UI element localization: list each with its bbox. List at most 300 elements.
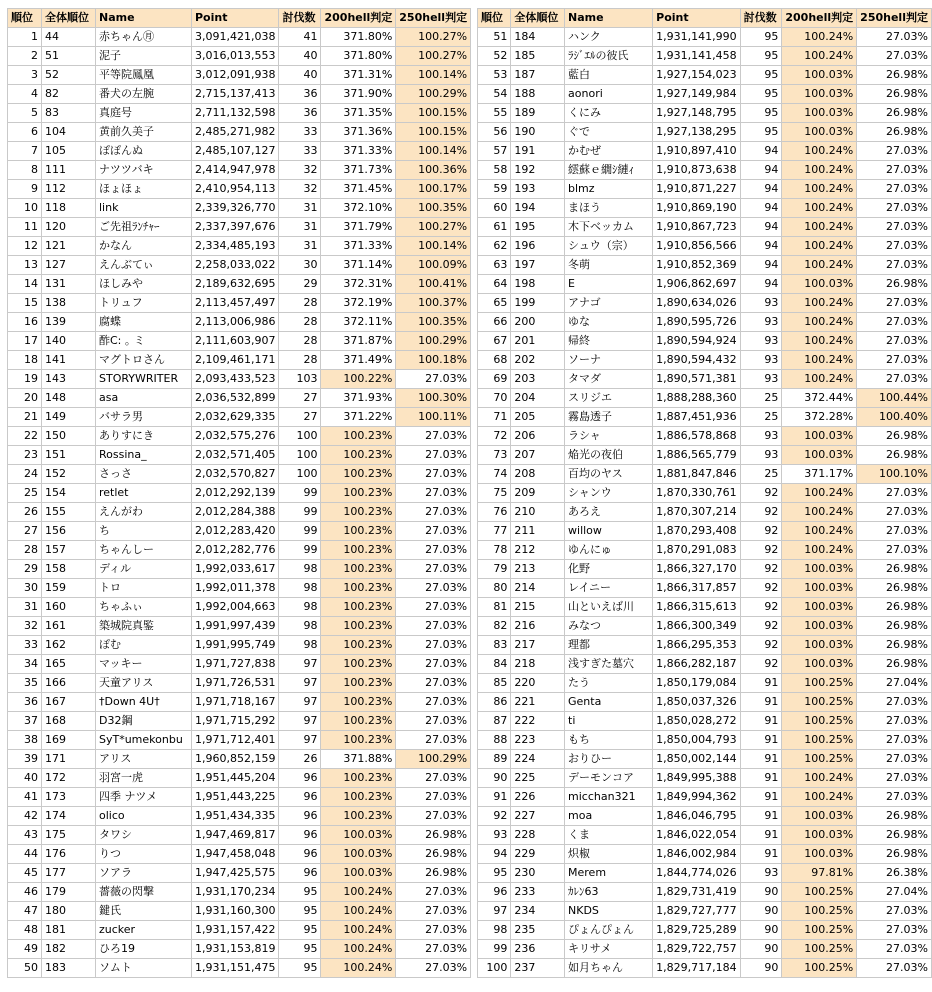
table-row <box>8 123 471 142</box>
rank-cell: 46 <box>8 883 42 902</box>
rank-cell: 80 <box>478 579 511 598</box>
name-cell: NKDS <box>565 902 653 921</box>
overall-rank-cell: 236 <box>511 940 565 959</box>
table-row <box>8 408 471 427</box>
point-cell: 1,971,718,167 <box>192 693 279 712</box>
hell200-cell: 100.25% <box>782 959 857 978</box>
name-cell: ゆな <box>565 313 653 332</box>
rank-cell: 21 <box>8 408 42 427</box>
hell200-cell: 371.93% <box>321 389 396 408</box>
overall-rank-cell: 148 <box>42 389 96 408</box>
hell200-cell: 100.03% <box>782 579 857 598</box>
name-cell: デーモンコア <box>565 769 653 788</box>
name-cell: 四季 ナツメ <box>96 788 192 807</box>
point-cell: 1,866,317,857 <box>653 579 740 598</box>
overall-rank-cell: 175 <box>42 826 96 845</box>
kill-count-cell: 95 <box>279 902 321 921</box>
overall-rank-cell: 183 <box>42 959 96 978</box>
rank-cell: 68 <box>478 351 511 370</box>
name-cell: 帰終 <box>565 332 653 351</box>
kill-count-cell: 95 <box>740 47 782 66</box>
hell200-cell: 100.25% <box>782 693 857 712</box>
kill-count-cell: 92 <box>740 579 782 598</box>
name-cell: ﾗｼﾞｴﾙの彼氏 <box>565 47 653 66</box>
name-cell: アリス <box>96 750 192 769</box>
kill-count-cell: 98 <box>279 560 321 579</box>
point-cell: 2,012,284,388 <box>192 503 279 522</box>
name-cell: 繧蘇ｅ繝ｼ縺ｨ <box>565 161 653 180</box>
hell200-cell: 100.24% <box>782 541 857 560</box>
hell250-cell: 26.98% <box>857 636 932 655</box>
point-cell: 2,032,575,276 <box>192 427 279 446</box>
hell200-cell: 100.25% <box>782 750 857 769</box>
rank-cell: 91 <box>478 788 511 807</box>
hell250-cell: 27.03% <box>857 731 932 750</box>
kill-count-cell: 30 <box>279 256 321 275</box>
hell250-cell: 26.98% <box>857 427 932 446</box>
table-row <box>8 161 471 180</box>
hell250-cell: 27.03% <box>396 465 471 484</box>
overall-rank-cell: 173 <box>42 788 96 807</box>
hell200-cell: 100.25% <box>782 940 857 959</box>
point-cell: 1,850,002,144 <box>653 750 740 769</box>
name-cell: 酢C: ｡ ミ <box>96 332 192 351</box>
hell250-cell: 27.03% <box>857 370 932 389</box>
hell250-cell: 27.03% <box>857 693 932 712</box>
table-row <box>478 845 932 864</box>
name-cell: 真庭号 <box>96 104 192 123</box>
hell250-cell: 27.03% <box>396 522 471 541</box>
table-row <box>8 47 471 66</box>
hell250-cell: 100.44% <box>857 389 932 408</box>
overall-rank-cell: 182 <box>42 940 96 959</box>
name-cell: zucker <box>96 921 192 940</box>
table-row <box>8 902 471 921</box>
hell200-cell: 100.24% <box>321 940 396 959</box>
rank-cell: 5 <box>8 104 42 123</box>
hell250-cell: 100.27% <box>396 47 471 66</box>
column-header: 250hell判定 <box>857 9 932 28</box>
name-cell: 築城院真鍳 <box>96 617 192 636</box>
point-cell: 1,971,715,292 <box>192 712 279 731</box>
hell200-cell: 100.03% <box>782 826 857 845</box>
rank-cell: 59 <box>478 180 511 199</box>
rank-cell: 32 <box>8 617 42 636</box>
table-row <box>478 636 932 655</box>
name-cell: トロ <box>96 579 192 598</box>
point-cell: 2,258,033,022 <box>192 256 279 275</box>
overall-rank-cell: 213 <box>511 560 565 579</box>
table-row <box>8 66 471 85</box>
kill-count-cell: 25 <box>740 465 782 484</box>
point-cell: 1,947,469,817 <box>192 826 279 845</box>
name-cell: くにみ <box>565 104 653 123</box>
overall-rank-cell: 120 <box>42 218 96 237</box>
point-cell: 1,866,282,187 <box>653 655 740 674</box>
name-cell: アナゴ <box>565 294 653 313</box>
table-row <box>478 256 932 275</box>
name-cell: おりひー <box>565 750 653 769</box>
kill-count-cell: 98 <box>279 617 321 636</box>
kill-count-cell: 91 <box>740 769 782 788</box>
table-row <box>478 750 932 769</box>
kill-count-cell: 31 <box>279 199 321 218</box>
name-cell: retlet <box>96 484 192 503</box>
overall-rank-cell: 160 <box>42 598 96 617</box>
point-cell: 1,846,022,054 <box>653 826 740 845</box>
name-cell: かむぜ <box>565 142 653 161</box>
kill-count-cell: 94 <box>740 199 782 218</box>
rank-cell: 85 <box>478 674 511 693</box>
point-cell: 3,016,013,553 <box>192 47 279 66</box>
rank-cell: 49 <box>8 940 42 959</box>
table-row <box>478 731 932 750</box>
kill-count-cell: 40 <box>279 66 321 85</box>
table-row <box>478 28 932 47</box>
hell250-cell: 26.98% <box>857 446 932 465</box>
point-cell: 1,890,634,026 <box>653 294 740 313</box>
point-cell: 1,927,138,295 <box>653 123 740 142</box>
hell200-cell: 100.03% <box>782 655 857 674</box>
rank-cell: 4 <box>8 85 42 104</box>
hell200-cell: 100.24% <box>782 237 857 256</box>
name-cell: タマダ <box>565 370 653 389</box>
table-row <box>8 199 471 218</box>
rank-cell: 76 <box>478 503 511 522</box>
kill-count-cell: 26 <box>279 750 321 769</box>
overall-rank-cell: 203 <box>511 370 565 389</box>
overall-rank-cell: 221 <box>511 693 565 712</box>
overall-rank-cell: 51 <box>42 47 96 66</box>
point-cell: 1,951,445,204 <box>192 769 279 788</box>
rank-cell: 78 <box>478 541 511 560</box>
rank-cell: 44 <box>8 845 42 864</box>
hell200-cell: 372.28% <box>782 408 857 427</box>
overall-rank-cell: 179 <box>42 883 96 902</box>
name-cell: ぽぽんぬ <box>96 142 192 161</box>
hell200-cell: 371.79% <box>321 218 396 237</box>
table-row <box>478 693 932 712</box>
point-cell: 2,485,271,982 <box>192 123 279 142</box>
point-cell: 2,093,433,523 <box>192 370 279 389</box>
kill-count-cell: 94 <box>740 275 782 294</box>
hell200-cell: 100.03% <box>782 427 857 446</box>
kill-count-cell: 95 <box>740 66 782 85</box>
point-cell: 1,910,871,227 <box>653 180 740 199</box>
rank-cell: 73 <box>478 446 511 465</box>
hell250-cell: 27.03% <box>396 883 471 902</box>
point-cell: 1,971,712,401 <box>192 731 279 750</box>
name-cell: ぴょんぴょん <box>565 921 653 940</box>
name-cell: willow <box>565 522 653 541</box>
rank-cell: 100 <box>478 959 511 978</box>
name-cell: えんがわ <box>96 503 192 522</box>
rank-cell: 6 <box>8 123 42 142</box>
hell200-cell: 371.80% <box>321 28 396 47</box>
table-row <box>478 199 932 218</box>
rank-cell: 54 <box>478 85 511 104</box>
table-row <box>478 769 932 788</box>
hell200-cell: 372.19% <box>321 294 396 313</box>
overall-rank-cell: 214 <box>511 579 565 598</box>
rank-cell: 23 <box>8 446 42 465</box>
hell200-cell: 100.24% <box>782 28 857 47</box>
kill-count-cell: 96 <box>279 788 321 807</box>
rank-cell: 99 <box>478 940 511 959</box>
hell250-cell: 27.03% <box>857 484 932 503</box>
point-cell: 1,888,288,360 <box>653 389 740 408</box>
rank-cell: 27 <box>8 522 42 541</box>
point-cell: 1,910,856,566 <box>653 237 740 256</box>
hell250-cell: 27.03% <box>396 560 471 579</box>
table-row <box>8 959 471 978</box>
rank-cell: 15 <box>8 294 42 313</box>
hell250-cell: 26.98% <box>857 85 932 104</box>
kill-count-cell: 27 <box>279 408 321 427</box>
rank-cell: 42 <box>8 807 42 826</box>
hell250-cell: 100.11% <box>396 408 471 427</box>
overall-rank-cell: 141 <box>42 351 96 370</box>
hell200-cell: 371.33% <box>321 142 396 161</box>
name-cell: ゆんにゅ <box>565 541 653 560</box>
hell200-cell: 100.03% <box>782 845 857 864</box>
hell250-cell: 100.36% <box>396 161 471 180</box>
hell250-cell: 27.03% <box>396 636 471 655</box>
rank-cell: 48 <box>8 921 42 940</box>
table-row <box>8 218 471 237</box>
point-cell: 2,715,137,413 <box>192 85 279 104</box>
name-cell: ディル <box>96 560 192 579</box>
hell200-cell: 100.24% <box>782 351 857 370</box>
kill-count-cell: 33 <box>279 142 321 161</box>
point-cell: 1,931,141,458 <box>653 47 740 66</box>
column-header: 全体順位 <box>511 9 565 28</box>
point-cell: 1,971,727,838 <box>192 655 279 674</box>
kill-count-cell: 92 <box>740 655 782 674</box>
rank-cell: 97 <box>478 902 511 921</box>
kill-count-cell: 100 <box>279 446 321 465</box>
rank-cell: 22 <box>8 427 42 446</box>
overall-rank-cell: 208 <box>511 465 565 484</box>
kill-count-cell: 99 <box>279 522 321 541</box>
table-row <box>8 484 471 503</box>
kill-count-cell: 97 <box>279 693 321 712</box>
rank-cell: 9 <box>8 180 42 199</box>
table-row <box>8 541 471 560</box>
table-row <box>478 47 932 66</box>
overall-rank-cell: 215 <box>511 598 565 617</box>
hell250-cell: 100.35% <box>396 313 471 332</box>
kill-count-cell: 95 <box>740 123 782 142</box>
hell250-cell: 26.98% <box>396 826 471 845</box>
table-row <box>478 351 932 370</box>
overall-rank-cell: 201 <box>511 332 565 351</box>
name-cell: トリュフ <box>96 294 192 313</box>
overall-rank-cell: 159 <box>42 579 96 598</box>
rank-cell: 60 <box>478 199 511 218</box>
name-cell: ぽむ <box>96 636 192 655</box>
name-cell: 泥子 <box>96 47 192 66</box>
overall-rank-cell: 52 <box>42 66 96 85</box>
overall-rank-cell: 220 <box>511 674 565 693</box>
table-row <box>478 294 932 313</box>
overall-rank-cell: 205 <box>511 408 565 427</box>
hell250-cell: 27.03% <box>396 655 471 674</box>
table-row <box>8 256 471 275</box>
hell250-cell: 27.04% <box>857 883 932 902</box>
point-cell: 2,414,947,978 <box>192 161 279 180</box>
hell250-cell: 27.03% <box>857 522 932 541</box>
kill-count-cell: 36 <box>279 104 321 123</box>
point-cell: 1,866,295,353 <box>653 636 740 655</box>
rank-cell: 37 <box>8 712 42 731</box>
kill-count-cell: 93 <box>740 294 782 313</box>
rank-cell: 64 <box>478 275 511 294</box>
overall-rank-cell: 171 <box>42 750 96 769</box>
rank-cell: 92 <box>478 807 511 826</box>
table-row <box>8 921 471 940</box>
rank-cell: 77 <box>478 522 511 541</box>
name-cell: ありすにき <box>96 427 192 446</box>
table-row <box>8 85 471 104</box>
table-row <box>8 560 471 579</box>
table-row <box>478 332 932 351</box>
hell200-cell: 371.22% <box>321 408 396 427</box>
kill-count-cell: 91 <box>740 788 782 807</box>
kill-count-cell: 93 <box>740 370 782 389</box>
hell200-cell: 100.23% <box>321 560 396 579</box>
table-row <box>8 427 471 446</box>
point-cell: 2,113,006,986 <box>192 313 279 332</box>
overall-rank-cell: 198 <box>511 275 565 294</box>
hell200-cell: 371.31% <box>321 66 396 85</box>
hell250-cell: 100.29% <box>396 750 471 769</box>
name-cell: ソアラ <box>96 864 192 883</box>
rank-cell: 57 <box>478 142 511 161</box>
table-row <box>478 579 932 598</box>
kill-count-cell: 28 <box>279 351 321 370</box>
table-row <box>478 655 932 674</box>
rank-cell: 71 <box>478 408 511 427</box>
hell250-cell: 26.98% <box>857 826 932 845</box>
rank-cell: 31 <box>8 598 42 617</box>
hell200-cell: 100.24% <box>782 332 857 351</box>
rank-cell: 63 <box>478 256 511 275</box>
kill-count-cell: 91 <box>740 807 782 826</box>
kill-count-cell: 92 <box>740 541 782 560</box>
overall-rank-cell: 227 <box>511 807 565 826</box>
hell250-cell: 27.03% <box>857 921 932 940</box>
hell200-cell: 100.22% <box>321 370 396 389</box>
point-cell: 1,910,873,638 <box>653 161 740 180</box>
rank-cell: 20 <box>8 389 42 408</box>
table-row <box>478 142 932 161</box>
name-cell: STORYWRITER <box>96 370 192 389</box>
point-cell: 1,866,327,170 <box>653 560 740 579</box>
hell250-cell: 100.10% <box>857 465 932 484</box>
table-row <box>8 351 471 370</box>
table-row <box>478 427 932 446</box>
hell200-cell: 371.35% <box>321 104 396 123</box>
hell250-cell: 100.41% <box>396 275 471 294</box>
name-cell: ラシャ <box>565 427 653 446</box>
kill-count-cell: 92 <box>740 598 782 617</box>
table-row <box>478 484 932 503</box>
hell200-cell: 100.24% <box>782 180 857 199</box>
hell200-cell: 100.25% <box>782 712 857 731</box>
rank-cell: 19 <box>8 370 42 389</box>
hell250-cell: 27.03% <box>396 693 471 712</box>
point-cell: 1,992,004,663 <box>192 598 279 617</box>
name-cell: 百均のヤス <box>565 465 653 484</box>
name-cell: たう <box>565 674 653 693</box>
overall-rank-cell: 83 <box>42 104 96 123</box>
hell200-cell: 100.23% <box>321 503 396 522</box>
point-cell: 1,890,594,432 <box>653 351 740 370</box>
point-cell: 1,931,141,990 <box>653 28 740 47</box>
hell200-cell: 100.23% <box>321 579 396 598</box>
name-cell: Merem <box>565 864 653 883</box>
overall-rank-cell: 111 <box>42 161 96 180</box>
overall-rank-cell: 211 <box>511 522 565 541</box>
name-cell: えんぶてぃ <box>96 256 192 275</box>
name-cell: シュウ（宗） <box>565 237 653 256</box>
kill-count-cell: 95 <box>279 883 321 902</box>
hell200-cell: 100.24% <box>321 921 396 940</box>
hell250-cell: 27.03% <box>396 921 471 940</box>
hell250-cell: 26.98% <box>857 655 932 674</box>
hell200-cell: 100.23% <box>321 731 396 750</box>
name-cell: micchan321 <box>565 788 653 807</box>
header-row <box>8 9 471 28</box>
name-cell: moa <box>565 807 653 826</box>
name-cell: SyT*umekonbu <box>96 731 192 750</box>
rank-cell: 94 <box>478 845 511 864</box>
hell200-cell: 372.10% <box>321 199 396 218</box>
hell200-cell: 100.03% <box>782 617 857 636</box>
overall-rank-cell: 180 <box>42 902 96 921</box>
kill-count-cell: 92 <box>740 560 782 579</box>
point-cell: 1,850,179,084 <box>653 674 740 693</box>
kill-count-cell: 90 <box>740 921 782 940</box>
rank-cell: 14 <box>8 275 42 294</box>
point-cell: 1,846,046,795 <box>653 807 740 826</box>
name-cell: ほしみや <box>96 275 192 294</box>
rank-cell: 81 <box>478 598 511 617</box>
overall-rank-cell: 222 <box>511 712 565 731</box>
point-cell: 2,334,485,193 <box>192 237 279 256</box>
rank-cell: 1 <box>8 28 42 47</box>
overall-rank-cell: 199 <box>511 294 565 313</box>
rank-cell: 25 <box>8 484 42 503</box>
hell250-cell: 27.03% <box>396 731 471 750</box>
table-row <box>8 788 471 807</box>
hell200-cell: 372.11% <box>321 313 396 332</box>
kill-count-cell: 96 <box>279 864 321 883</box>
hell250-cell: 100.27% <box>396 218 471 237</box>
hell200-cell: 371.14% <box>321 256 396 275</box>
rank-cell: 33 <box>8 636 42 655</box>
table-row <box>8 826 471 845</box>
hell200-cell: 100.03% <box>782 807 857 826</box>
hell200-cell: 100.03% <box>782 560 857 579</box>
hell250-cell: 27.03% <box>857 750 932 769</box>
table-row <box>8 731 471 750</box>
name-cell: バサラ男 <box>96 408 192 427</box>
kill-count-cell: 92 <box>740 503 782 522</box>
hell250-cell: 27.03% <box>396 484 471 503</box>
name-cell: 藍白 <box>565 66 653 85</box>
